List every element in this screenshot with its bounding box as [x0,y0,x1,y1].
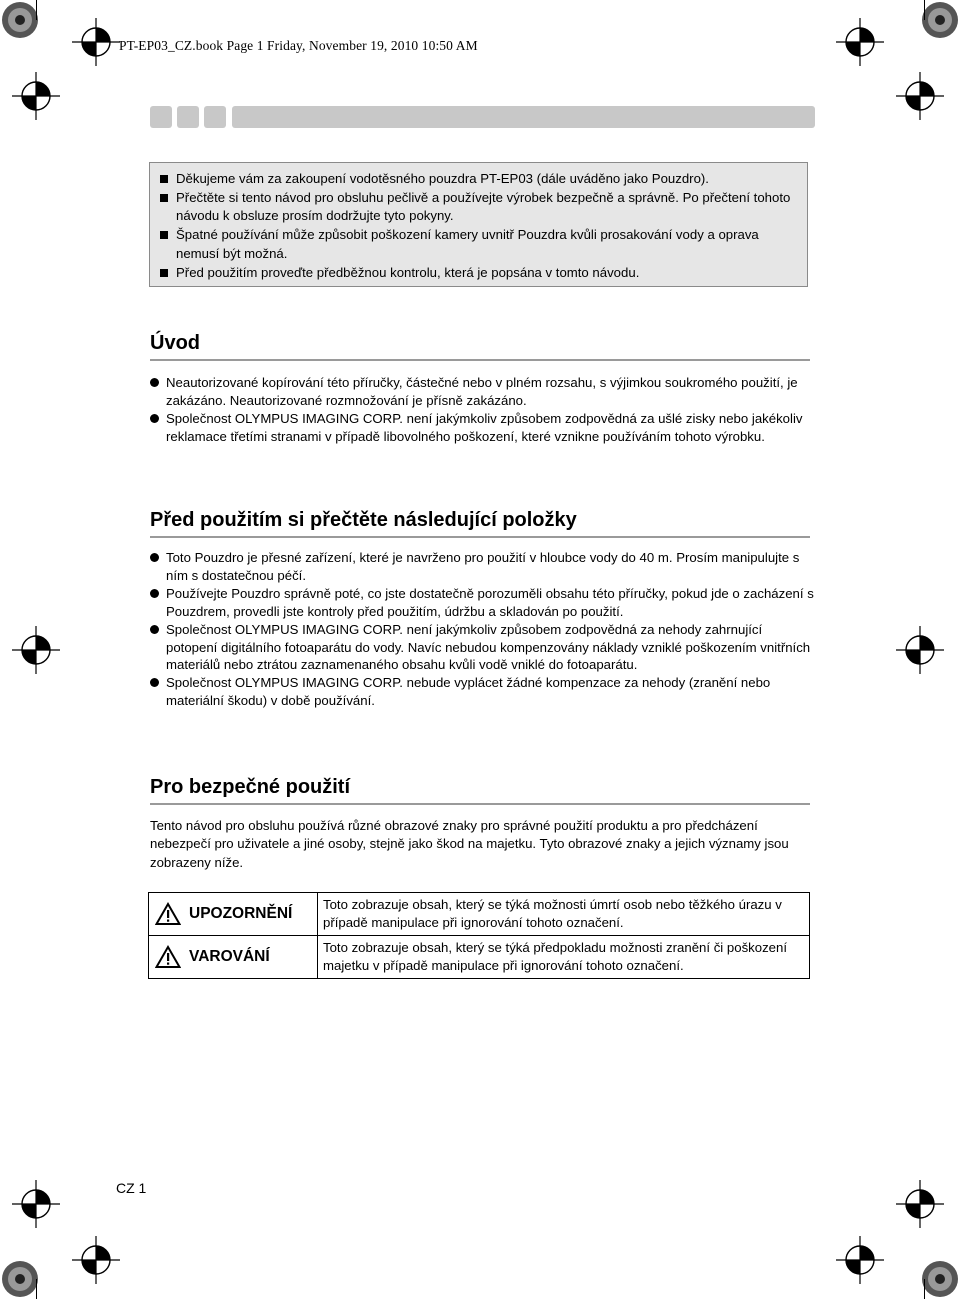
list-item: Toto Pouzdro je přesné zařízení, které je navrženo pro použití v hloubce vody do 40 m. Prosím manipulujte s ním s dostatečnou péčí. [150,549,815,585]
caution-description: Toto zobrazuje obsah, který se týká předpokladu možnosti zranění či poškození majetku v případě manipulace při ignorování tohoto označení. [318,936,810,979]
page-number: CZ 1 [116,1180,147,1196]
square-bullet-icon [160,194,168,202]
color-wheel-icon [0,1259,40,1299]
round-bullet-icon [150,553,159,562]
caution-label: VAROVÁNÍ [189,948,270,965]
round-bullet-icon [150,625,159,634]
notice-item: Přečtěte si tento návod pro obsluhu pečlivě a používejte výrobek bezpečně a správně. Po přečtení tohoto návodu k obsluze prosím dodržujte tyto pokyny. [160,189,797,226]
color-wheel-icon [920,1259,960,1299]
section-rule [150,359,810,361]
list-item: Společnost OLYMPUS IMAGING CORP. nebude vyplácet žádné kompenzace za nehody (zranění nebo materiální škodu) v době používání. [150,674,815,710]
round-bullet-icon [150,678,159,687]
section-tabs-bar [150,106,815,128]
trim-line [924,0,925,20]
table-row [149,893,810,936]
intro-list [150,374,815,446]
tab-marker [177,106,199,128]
tab-bar [232,106,815,128]
registration-mark-icon [72,18,120,66]
square-bullet-icon [160,231,168,239]
table-row [149,936,810,979]
registration-mark-icon [72,1236,120,1284]
warning-label: UPOZORNĚNÍ [189,905,293,922]
list-item: Společnost OLYMPUS IMAGING CORP. není jakýmkoliv způsobem zodpovědná za ušlé zisky nebo jakékoliv reklamace třetími stranami v případě libovolného poškození, které vznikne používáním tohoto výrobku. [150,410,815,446]
notice-item: Špatné používání může způsobit poškození kamery uvnitř Pouzdra kvůli prosakování vody a oprava nemusí být možná. [160,226,797,263]
notice-item: Před použitím proveďte předběžnou kontrolu, která je popsána v tomto návodu. [160,264,797,283]
warning-triangle-icon [155,945,181,969]
notice-item: Děkujeme vám za zakoupení vodotěsného pouzdra PT-EP03 (dále uváděno jako Pouzdro). [160,170,797,189]
round-bullet-icon [150,589,159,598]
registration-mark-icon [836,1236,884,1284]
round-bullet-icon [150,378,159,387]
color-wheel-icon [0,0,40,40]
warning-triangle-icon [155,902,181,926]
tab-marker [204,106,226,128]
registration-mark-icon [896,72,944,120]
square-bullet-icon [160,269,168,277]
registration-mark-icon [12,1180,60,1228]
warning-description: Toto zobrazuje obsah, který se týká možnosti úmrtí osob nebo těžkého úrazu v případě manipulace při ignorování tohoto označení. [318,893,810,936]
list-item: Neautorizované kopírování této příručky, částečné nebo v plném rozsahu, s výjimkou soukromého použití, je zakázáno. Neautorizované rozmnožování je přísně zakázáno. [150,374,815,410]
before-use-list [150,549,815,710]
section-heading-safety: Pro bezpečné použití [150,776,351,798]
trim-line [36,1279,37,1299]
registration-mark-icon [896,1180,944,1228]
warning-label-cell [149,893,318,936]
safety-paragraph: Tento návod pro obsluhu používá různé obrazové znaky pro správné použití produktu a pro předcházení nebezpečí pro uživatele a jiné osoby, stejně jako škod na majetku. Tyto obrazové znaky a jejich významy jsou zobrazeny níže. [150,818,789,870]
trim-line [36,0,37,20]
registration-mark-icon [896,626,944,674]
section-heading-intro: Úvod [150,332,200,354]
list-item: Používejte Pouzdro správně poté, co jste dostatečně porozuměli obsahu této příručky, pokud jde o zacházení s Pouzdrem, provedli jste kontroly před použitím, údržbu a skladován po použití. [150,585,815,621]
round-bullet-icon [150,414,159,423]
section-rule [150,803,810,805]
square-bullet-icon [160,175,168,183]
registration-mark-icon [12,626,60,674]
caution-label-cell [149,936,318,979]
section-heading-before-use: Před použitím si přečtěte následující položky [150,509,577,531]
warning-symbols-table [148,892,810,979]
registration-mark-icon [836,18,884,66]
tab-marker [150,106,172,128]
list-item: Společnost OLYMPUS IMAGING CORP. není jakýmkoliv způsobem zodpovědná za nehody zahrnující potopení digitálního fotoaparátu do vody. Navíc nebudou kompenzovány náklady vzniklé poškozením vnitřních materiálů nebo ztrátou zaznamenaného obsahu kvůli vodě vniklé do fotoaparátu. [150,621,815,675]
registration-mark-icon [12,72,60,120]
color-wheel-icon [920,0,960,40]
trim-line [924,1279,925,1299]
section-rule [150,536,810,538]
notice-box [149,162,808,287]
book-header-line: PT-EP03_CZ.book Page 1 Friday, November 19, 2010 10:50 AM [119,38,478,53]
